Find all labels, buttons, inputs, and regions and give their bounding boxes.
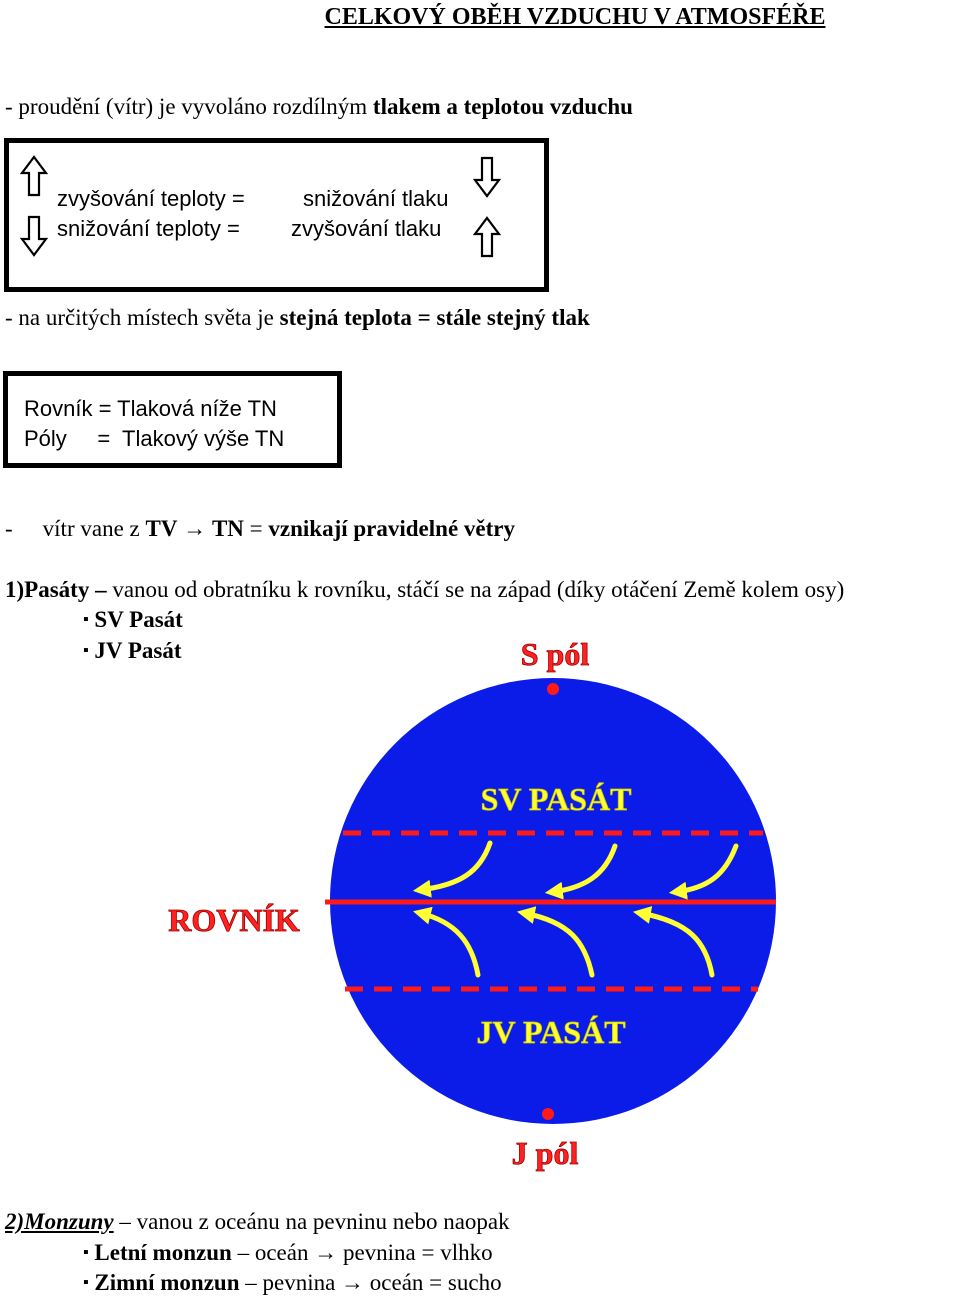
- monzuny-item-winter: ▪ Zimní monzun – pevnina → oceán = sucho: [83, 1270, 502, 1295]
- pasaty-item-ne: ▪ SV Pasát: [83, 607, 183, 632]
- pasaty-line: [5, 577, 844, 603]
- monzuny-dash: –: [113, 1209, 137, 1234]
- bullet-icon: ▪: [83, 1274, 89, 1291]
- south-pole-dot: [542, 1108, 554, 1120]
- pasaty-label: 1)Pasáty: [5, 577, 90, 602]
- arrow-up-icon: [473, 216, 501, 258]
- box1-row1-right: snižování tlaku: [303, 186, 449, 211]
- pasaty-text: vanou od obratníku k rovníku, stáčí se na západ (díky otáčení Země kolem osy): [112, 577, 845, 602]
- south-pole-label: J pól: [511, 1135, 579, 1171]
- se-trade-label: JV PASÁT: [476, 1014, 626, 1050]
- arrow-down-icon: [20, 215, 48, 257]
- wind-line: [5, 516, 515, 542]
- wind-dash: -: [5, 516, 13, 541]
- bullet-icon: ▪: [83, 611, 89, 628]
- box1-row1-left: zvyšování teploty =: [57, 186, 245, 211]
- intro-prefix: - proudění (vítr) je vyvoláno rozdílným: [5, 94, 373, 119]
- box2-row2: Póly = Tlakový výše TN: [24, 426, 285, 451]
- wind-prefix: vítr vane z: [42, 516, 146, 541]
- intro-line: [5, 94, 633, 120]
- ne-trade-label: SV PASÁT: [480, 781, 632, 817]
- temperature-pressure-box: [4, 138, 549, 292]
- north-pole-dot: [547, 683, 559, 695]
- trade-winds-globe-diagram: [0, 630, 960, 1175]
- arrow-down-icon: [473, 156, 501, 198]
- wind-eq: =: [243, 516, 269, 541]
- wind-bold: vznikají pravidelné větry: [268, 516, 515, 541]
- monzuny-item-summer: ▪ Letní monzun – oceán → pevnina = vlhko: [83, 1240, 493, 1265]
- arrow-up-icon: [20, 155, 48, 197]
- bullet-icon: ▪: [83, 1244, 89, 1261]
- pasaty-item-se: ▪ JV Pasát: [83, 638, 182, 663]
- box1-row2-right: zvyšování tlaku: [291, 216, 442, 241]
- places-line: [5, 305, 590, 331]
- box2-row1: Rovník = Tlaková níže TN: [24, 396, 277, 421]
- page-title: CELKOVÝ OBĚH VZDUCHU V ATMOSFÉŘE: [324, 4, 826, 30]
- box1-row2-left: snižování teploty =: [57, 216, 240, 241]
- monzuny-text: vanou z oceánu na pevninu nebo naopak: [136, 1209, 510, 1234]
- wind-arrow: →: [183, 516, 207, 541]
- places-prefix: - na určitých místech světa je: [5, 305, 280, 330]
- bullet-icon: ▪: [83, 642, 89, 659]
- monzuny-label: 2)Monzuny: [5, 1209, 114, 1234]
- wind-from: TV: [145, 516, 178, 541]
- pasaty-dash: –: [89, 577, 113, 602]
- intro-bold: tlakem a teplotou vzduchu: [372, 94, 633, 119]
- monzuny-line: [5, 1209, 510, 1235]
- north-pole-label: S pól: [520, 636, 590, 672]
- equator-label: ROVNÍK: [168, 902, 300, 938]
- places-bold: stejná teplota = stále stejný tlak: [279, 305, 590, 330]
- wind-to: TN: [211, 516, 244, 541]
